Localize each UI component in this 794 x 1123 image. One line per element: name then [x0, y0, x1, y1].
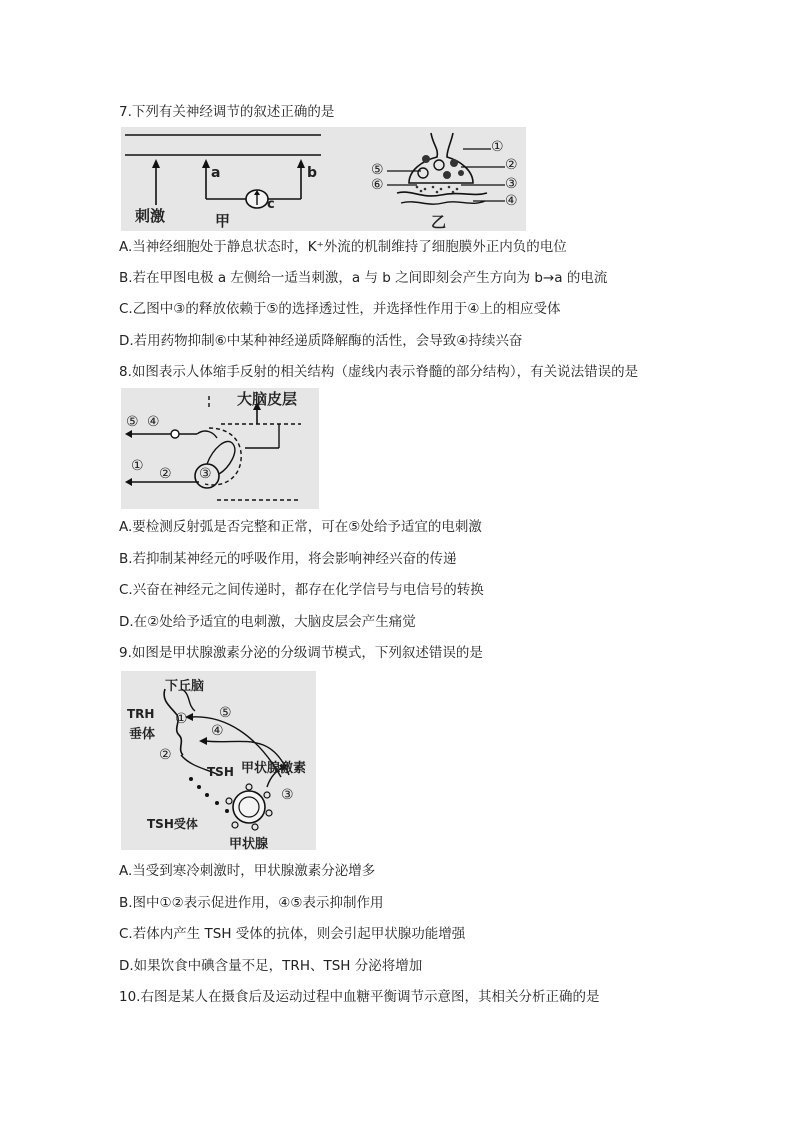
label-yi: 乙: [431, 213, 447, 231]
q7-option-d: D.若用药物抑制⑥中某种神经递质降解酶的活性，会导致④持续兴奋: [119, 333, 523, 349]
marker-5: ⑤: [371, 162, 384, 178]
label-tsh: TSH: [207, 765, 234, 779]
label-thyroid-hormone: 甲状腺激素: [241, 761, 307, 776]
label-thyroid: 甲状腺: [229, 837, 269, 850]
q7-option-a: A.当神经细胞处于静息状态时，K⁺外流的机制维持了细胞膜外正内负的电位: [119, 239, 567, 255]
q8-option-b: B.若抑制某神经元的呼吸作用，将会影响神经兴奋的传递: [119, 551, 457, 567]
marker-1: ①: [175, 711, 188, 727]
q9-option-d: D.如果饮食中碘含量不足，TRH、TSH 分泌将增加: [119, 958, 423, 974]
label-jia: 甲: [215, 212, 231, 230]
label-tsh-receptor: TSH受体: [147, 817, 198, 831]
marker-4: ④: [505, 193, 518, 209]
marker-5: ⑤: [219, 705, 232, 721]
q9-option-c: C.若体内产生 TSH 受体的抗体，则会引起甲状腺功能增强: [119, 926, 466, 942]
q8-stem: 8.如图表示人体缩手反射的相关结构（虚线内表示脊髓的部分结构），有关说法错误的是: [119, 364, 639, 380]
marker-2: ②: [159, 466, 172, 482]
q7-stem: 7.下列有关神经调节的叙述正确的是: [119, 104, 335, 120]
marker-3: ③: [505, 176, 518, 192]
marker-1: ①: [491, 139, 504, 155]
label-hypothalamus: 下丘脑: [165, 679, 205, 694]
q9-option-a: A.当受到寒冷刺激时，甲状腺激素分泌增多: [119, 863, 376, 879]
label-stimulus: 刺激: [135, 207, 166, 225]
q8-figure: [121, 388, 319, 509]
marker-3: ③: [199, 466, 212, 482]
q10-stem: 10.右图是某人在摄食后及运动过程中血糖平衡调节示意图，其相关分析正确的是: [119, 989, 600, 1005]
label-trh: TRH: [127, 707, 155, 721]
q9-option-b: B.图中①②表示促进作用，④⑤表示抑制作用: [119, 895, 384, 911]
marker-5: ⑤: [126, 414, 139, 430]
q8-option-a: A.要检测反射弧是否完整和正常，可在⑤处给予适宜的电刺激: [119, 519, 482, 535]
q8-option-c: C.兴奋在神经元之间传递时，都存在化学信号与电信号的转换: [119, 582, 484, 598]
marker-2: ②: [505, 157, 518, 173]
q9-figure: [121, 671, 316, 850]
marker-4: ④: [211, 723, 224, 739]
marker-6: ⑥: [371, 177, 384, 193]
marker-4: ④: [147, 414, 160, 430]
q9-stem: 9.如图是甲状腺激素分泌的分级调节模式，下列叙述错误的是: [119, 645, 483, 661]
marker-3: ③: [281, 787, 294, 803]
label-c: c: [267, 197, 275, 212]
marker-1: ①: [131, 458, 144, 474]
label-a: a: [211, 165, 221, 181]
label-pituitary: 垂体: [129, 727, 156, 742]
q7-option-c: C.乙图中③的释放依赖于⑤的选择透过性，并选择性作用于④上的相应受体: [119, 301, 561, 317]
label-cortex: 大脑皮层: [237, 390, 298, 408]
marker-2: ②: [159, 747, 172, 763]
label-b: b: [307, 165, 318, 181]
q8-option-d: D.在②处给予适宜的电刺激，大脑皮层会产生痛觉: [119, 614, 416, 630]
q7-option-b: B.若在甲图电极 a 左侧给一适当刺激，a 与 b 之间即刻会产生方向为 b→a 的电流: [119, 270, 608, 286]
q7-figure: [121, 127, 526, 231]
